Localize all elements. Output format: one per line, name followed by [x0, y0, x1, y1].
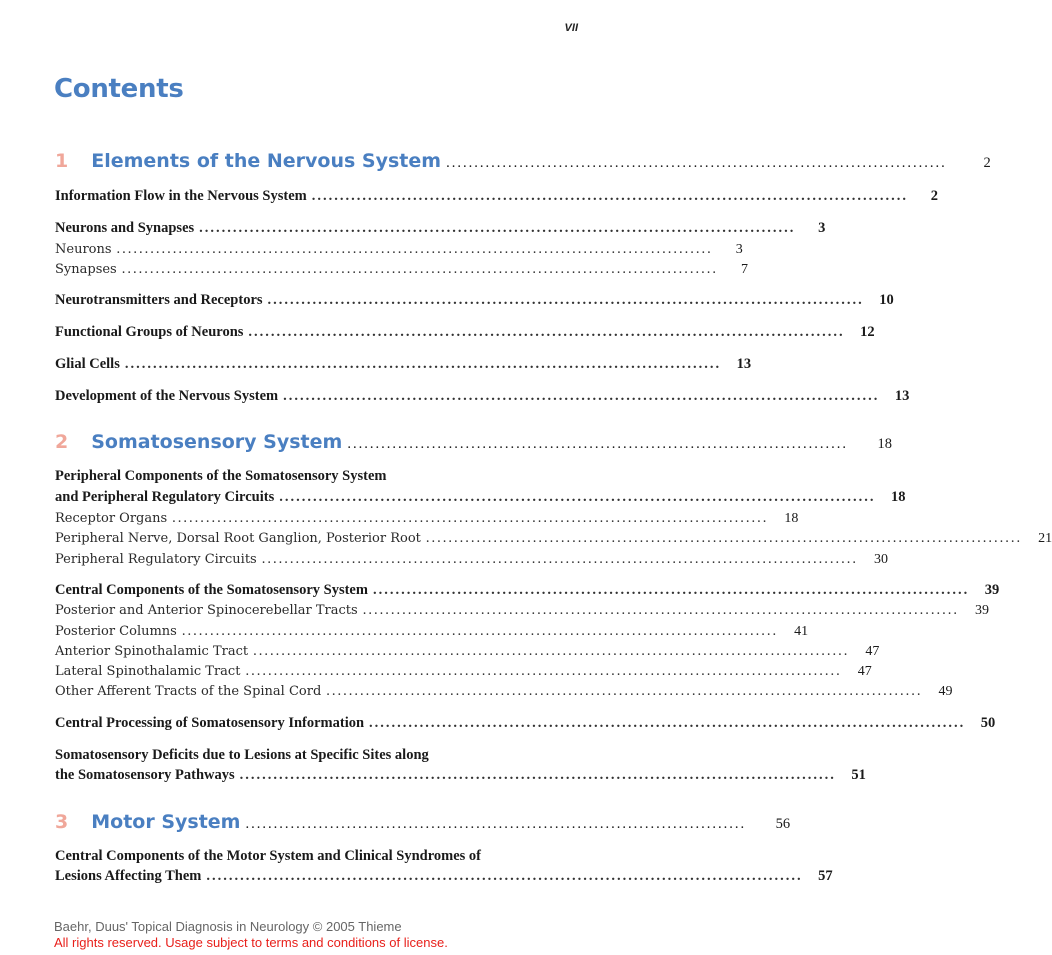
- leader-dots: ..........................................................................................................: [311, 188, 908, 204]
- entry-page: 7: [740, 262, 748, 277]
- chapter-2-heading[interactable]: [55, 431, 892, 457]
- entry-page: 21: [1038, 531, 1052, 546]
- leader-dots: .........................................................................................: [446, 155, 947, 171]
- toc-subentry[interactable]: [55, 600, 989, 620]
- entry-page: 13: [736, 356, 752, 372]
- entry-title: Functional Groups of Neurons: [55, 324, 244, 340]
- leader-dots: .........................................................................................: [347, 436, 848, 452]
- entry-page: 47: [857, 664, 872, 679]
- entry-title-line1: Central Components of the Motor System and Clinical Syndromes of: [55, 848, 482, 864]
- toc-subentry[interactable]: [55, 239, 743, 259]
- entry-title: Receptor Organs: [55, 511, 168, 526]
- entry-title: Neurons and Synapses: [55, 220, 195, 236]
- leader-dots: ..........................................................................................................: [239, 767, 836, 783]
- entry-title: Posterior and Anterior Spinocerebellar Tracts: [55, 603, 358, 618]
- entry-title: Neurons: [55, 242, 112, 257]
- entry-page: 49: [938, 684, 953, 699]
- leader-dots: ..........................................................................................................: [124, 356, 722, 372]
- entry-title: Neurotransmitters and Receptors: [55, 292, 263, 308]
- chapter-title: Elements of the Nervous System: [91, 150, 442, 172]
- leader-dots: ..........................................................................................................: [121, 261, 718, 277]
- toc-subentry[interactable]: [55, 661, 872, 681]
- entry-title: and Peripheral Regulatory Circuits: [55, 489, 275, 505]
- entry-title-line1: Peripheral Components of the Somatosensory System: [55, 468, 387, 484]
- entry-title: Peripheral Nerve, Dorsal Root Ganglion, Posterior Root: [55, 531, 421, 546]
- entry-page: 2: [930, 188, 938, 204]
- chapter-3-heading[interactable]: [55, 811, 791, 837]
- entry-title-line1: Somatosensory Deficits due to Lesions at Specific Sites along: [55, 747, 429, 763]
- entry-page: 41: [794, 624, 809, 639]
- leader-dots: ..........................................................................................................: [199, 220, 796, 236]
- toc-entry[interactable]: [55, 290, 894, 310]
- leader-dots: ..........................................................................................................: [181, 623, 779, 639]
- chapter-number: 1: [55, 150, 69, 172]
- leader-dots: ..........................................................................................................: [425, 530, 1023, 546]
- leader-dots: ..........................................................................................................: [253, 643, 850, 659]
- entry-title: the Somatosensory Pathways: [55, 767, 235, 783]
- entry-title: Anterior Spinothalamic Tract: [55, 644, 249, 659]
- leader-dots: ..........................................................................................................: [267, 292, 864, 308]
- toc-subentry[interactable]: [55, 259, 748, 279]
- leader-dots: ..........................................................................................................: [283, 388, 880, 404]
- entry-page: 51: [851, 767, 866, 783]
- entry-page: 57: [818, 868, 833, 884]
- copyright-line: Baehr, Duus' Topical Diagnosis in Neurology © 2005 Thieme: [54, 919, 402, 934]
- entry-page: 3: [735, 242, 743, 257]
- entry-page: 12: [860, 324, 875, 340]
- entry-page: 30: [873, 552, 888, 567]
- entry-title: Lesions Affecting Them: [55, 868, 202, 884]
- leader-dots: ..........................................................................................................: [172, 510, 769, 526]
- leader-dots: ..........................................................................................................: [369, 715, 966, 731]
- toc-entry[interactable]: [55, 354, 752, 374]
- leader-dots: .........................................................................................: [245, 816, 747, 832]
- entry-page: 18: [784, 511, 799, 526]
- leader-dots: ..........................................................................................................: [245, 663, 842, 679]
- license-line: All rights reserved. Usage subject to terms and conditions of license.: [54, 935, 448, 950]
- toc-entry[interactable]: [55, 713, 996, 733]
- chapter-page: 2: [983, 155, 991, 171]
- toc-subentry[interactable]: [55, 641, 880, 661]
- chapter-page: 56: [775, 816, 791, 832]
- toc-entry[interactable]: [55, 866, 833, 886]
- chapter-title: Motor System: [91, 811, 241, 833]
- toc-entry[interactable]: [55, 580, 1000, 600]
- leader-dots: ..........................................................................................................: [206, 868, 803, 884]
- toc-entry[interactable]: [55, 386, 910, 406]
- entry-title: Information Flow in the Nervous System: [55, 188, 307, 204]
- page-number: VII: [564, 22, 578, 34]
- entry-page: 47: [865, 644, 880, 659]
- leader-dots: ..........................................................................................................: [362, 602, 959, 618]
- leader-dots: ..........................................................................................................: [372, 582, 970, 598]
- leader-dots: ..........................................................................................................: [279, 489, 876, 505]
- toc-entry[interactable]: [55, 487, 906, 507]
- leader-dots: ..........................................................................................................: [248, 324, 845, 340]
- entry-title: Central Components of the Somatosensory System: [55, 582, 368, 598]
- chapter-1-heading[interactable]: [55, 150, 991, 176]
- toc-entry[interactable]: [55, 186, 938, 206]
- entry-title: Peripheral Regulatory Circuits: [55, 552, 257, 567]
- toc-entry[interactable]: [55, 322, 875, 342]
- entry-page: 3: [818, 220, 826, 236]
- toc-subentry[interactable]: [55, 621, 809, 641]
- leader-dots: ..........................................................................................................: [326, 683, 923, 699]
- toc-subentry[interactable]: [55, 528, 1052, 548]
- entry-title: Other Afferent Tracts of the Spinal Cord: [55, 684, 322, 699]
- leader-dots: ..........................................................................................................: [261, 551, 858, 567]
- toc-entry[interactable]: [55, 765, 866, 785]
- entry-title: Central Processing of Somatosensory Information: [55, 715, 365, 731]
- entry-page: 50: [980, 715, 996, 731]
- chapter-number: 3: [55, 811, 69, 833]
- chapter-page: 18: [877, 436, 892, 452]
- chapter-title: Somatosensory System: [91, 431, 343, 453]
- leader-dots: ..........................................................................................................: [116, 241, 713, 257]
- toc-subentry[interactable]: [55, 681, 953, 701]
- entry-page: 39: [984, 582, 1000, 598]
- entry-page: 39: [974, 603, 989, 618]
- toc-entry[interactable]: [55, 218, 826, 238]
- entry-title: Glial Cells: [55, 356, 120, 372]
- entry-title: Development of the Nervous System: [55, 388, 279, 404]
- entry-title: Lateral Spinothalamic Tract: [55, 664, 241, 679]
- entry-page: 13: [894, 388, 910, 404]
- chapter-number: 2: [55, 431, 69, 453]
- toc-subentry[interactable]: [55, 508, 799, 528]
- entry-title: Synapses: [55, 262, 117, 277]
- page-title: Contents: [54, 74, 184, 104]
- entry-page: 18: [890, 489, 906, 505]
- entry-title: Posterior Columns: [55, 624, 177, 639]
- toc-subentry[interactable]: [55, 549, 888, 569]
- entry-page: 10: [879, 292, 894, 308]
